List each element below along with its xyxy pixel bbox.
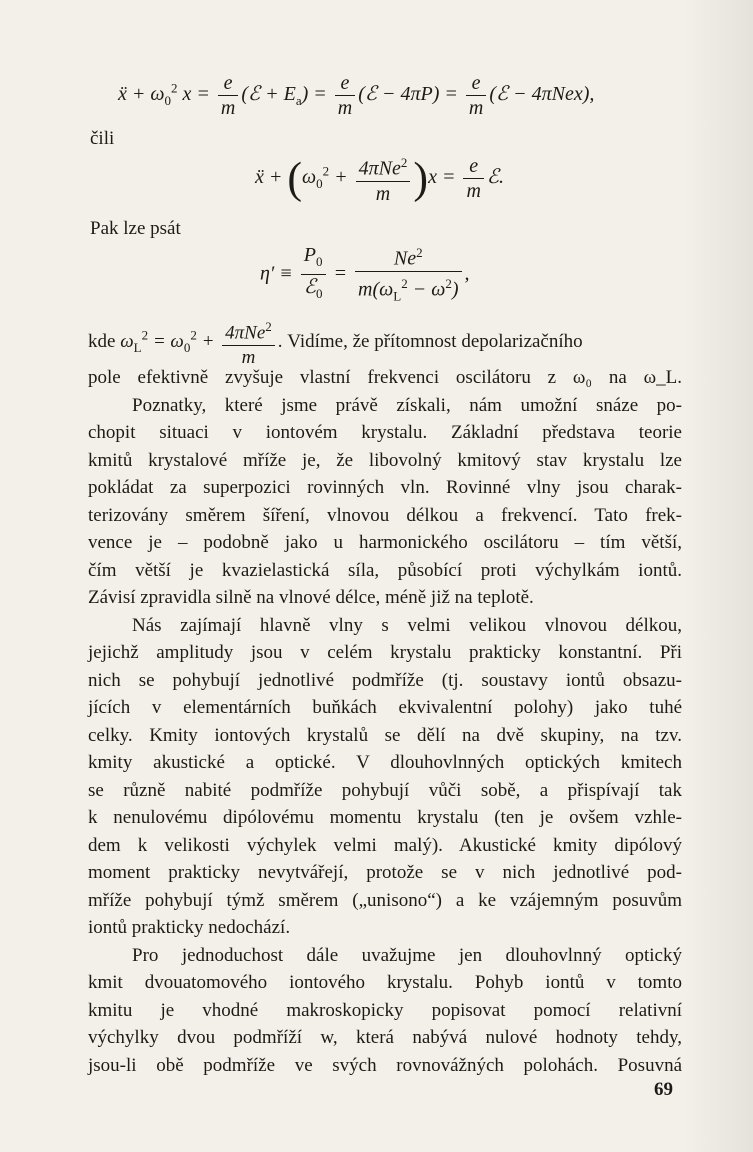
text-line: kmitu je vhodné makroskopicky popisovat pomocí relativní [88,999,682,1021]
eq1-frac-1 [218,72,238,119]
text-line: nich se pohybují jednotlivé podmříže (tj. soustavy iontů obsazu- [88,669,682,691]
eq2-num: 4πNe [358,157,401,180]
text-line: mříže pohybují týmž směrem („unisono“) a ke vzájemným posuvům [88,889,682,911]
eq2-paren-close: ) [413,153,429,203]
eq3-lhs: η′ ≡ [260,262,293,285]
kde-frac-num [222,316,275,346]
text-line: dem k velikosti výchylek velmi malý). Akustické kmity dipólový [88,834,682,856]
eq3-f1-num: P [303,244,317,267]
text-line: Nás zajímají hlavně vlny s velmi velikou vlnovou délkou, [132,614,682,636]
eq2-frac-num [356,152,411,182]
text-line: kmitů krystalové mříže je, že libovolný kmitový stav krystalu lze [88,449,682,471]
eq3-f2-den-a: m(ω [358,278,394,301]
eq3-f2-num-sup: 2 [416,245,423,260]
text-line: vence je – podobně jako u harmonického oscilátoru – tím větší, [88,532,682,553]
kde-num-sup: 2 [265,319,272,334]
kde-omega-sub: L [133,339,142,355]
kde-omega: ω [120,331,134,353]
eq2-frac-2 [463,155,483,202]
text-line: Závisí zpravidla silně na vlnové délce, méně již na teplotě. [88,587,534,608]
eq3-frac-2 [355,242,461,307]
text-line: jsou-li obě podmříže ve svých rovnovážných polohách. Posuvná [88,1054,682,1076]
eq3-f1-num-sub: 0 [316,254,323,270]
eq1-lhs-sub: 0 [164,93,171,109]
eq2-num-sup: 2 [400,155,408,170]
page-number: 69 [654,1079,673,1100]
eq2-frac-den: m [375,182,391,205]
label-pak: Pak lze psát [90,218,181,239]
text-line: terizovány směrem šíření, vlnovou délkou a frekvencí. Tato frek- [88,504,682,526]
text-line: kmit dvouatomového iontového krystalu. Pohyb iontů v tomto [88,972,682,993]
eq3-frac-2-num [355,242,461,272]
body-text [88,364,682,1079]
eq2-frac-2-den: m [466,179,481,202]
text-line: Pro jednoduchost dále uvažujme jen dlouhovlnný optický [132,944,682,966]
kde-sub-0: 0 [183,339,191,355]
eq2-rhs: ℰ. [486,165,504,188]
eq1-frac-1-den: m [220,97,236,119]
label-cili: čili [90,128,115,149]
kde-eq: = ω [152,331,184,353]
text-line: se různě nabité podmříže pohybují vůči sobě, a přispívají tak [88,779,682,801]
eq1-term-1: (ℰ + E [241,83,296,106]
equation-1 [118,72,594,119]
eq3-frac-2-den [355,272,461,308]
eq3-frac-1-den [301,275,326,305]
eq3-f1-den-sub: 0 [315,286,323,302]
text-line: pokládat za superpozici rovinných vln. Rovinné vlny jsou charak- [88,477,682,498]
eq2-plus: + [334,165,348,188]
eq2-omega-sub: 0 [316,175,323,191]
eq3-f2-den-sub: L [393,288,402,304]
eq1-frac-1-num: e [218,72,238,96]
equation-2 [255,152,504,205]
eq3-eq: = [333,262,348,285]
eq2-frac-2-num: e [463,155,483,179]
eq1-lhs-sup: 2 [171,80,178,96]
eq1-term-1-sub: a [295,93,302,109]
eq1-term-3: (ℰ − 4πNex), [489,83,595,106]
eq1-lhs-tail: x = [182,83,210,106]
eq2-lhs: ẍ + [255,165,283,188]
eq3-f2-den-b: − ω [412,278,446,301]
eq1-frac-2 [335,72,355,119]
eq3-frac-1-num [301,244,326,275]
text-line: pole efektivně zvyšuje vlastní frekvenci oscilátoru z ω₀ na ω_L. [88,367,682,388]
text-line: kmity akustické a optické. V dlouhovlnných optických kmitech [88,752,682,773]
eq1-frac-3-den: m [468,97,484,119]
eq2-frac [356,152,411,205]
kde-frac-den: m [241,347,256,369]
eq2-omega-sup: 2 [322,163,330,179]
text-line: iontů prakticky nedochází. [88,917,291,938]
eq3-f1-den: ℰ [303,276,316,299]
eq1-frac-3-num: e [466,72,486,96]
eq3-comma: , [464,262,470,285]
text-line: celky. Kmity iontových krystalů se dělí na dvě skupiny, na tzv. [88,724,682,746]
text-line: chopit situaci v iontovém krystalu. Základní představa teorie [88,422,682,443]
kde-line [88,316,583,369]
text-line: výchylky dvou podmříží w, která nabývá nulové hodnoty tehdy, [88,1027,682,1048]
eq2-x-eq: x = [428,165,456,188]
eq3-f2-den-sup2: 2 [445,275,452,291]
kde-tail: . Vidíme, že přítomnost depolarizačního [277,331,583,353]
text-line: jících v elementárních buňkách ekvivalentní polohy) jako tuhé [88,697,682,718]
eq3-frac-1 [301,244,326,305]
kde-plus: + [201,331,215,353]
equation-3 [260,242,470,307]
eq1-term-1-end: ) = [301,83,327,106]
eq1-frac-3 [466,72,486,119]
kde-word: kde [88,331,116,353]
text-line: jejichž amplitudy jsou v celém krystalu prakticky konstantní. Při [88,642,682,663]
kde-omega-sup: 2 [141,327,149,343]
text-line: k nenulovému dipólovému momentu krystalu (ten je ovšem vzhle- [88,807,682,828]
eq1-term-2: (ℰ − 4πP) = [358,83,458,106]
kde-num: 4πNe [225,322,266,344]
text-line: čím větší je kvazielastická síla, působící proti výchylkám iontů. [88,559,682,581]
eq1-lhs: ẍ + ω [118,83,165,106]
kde-sup-2b: 2 [190,327,197,343]
eq1-frac-2-den: m [337,97,353,119]
page-shadow [683,0,753,1152]
text-line: Poznatky, které jsme právě získali, nám umožní snáze po- [132,394,682,416]
eq2-paren-open: ( [287,153,303,203]
eq2-omega: ω [302,165,317,188]
kde-frac [222,316,275,369]
eq3-f2-den-sup: 2 [401,275,408,291]
eq3-f2-num: Ne [393,247,417,270]
eq1-frac-2-num: e [335,72,355,96]
eq3-f2-den-c: ) [451,278,459,301]
text-line: moment prakticky nevytvářejí, protože se v nich jednotlivé pod- [88,862,682,883]
